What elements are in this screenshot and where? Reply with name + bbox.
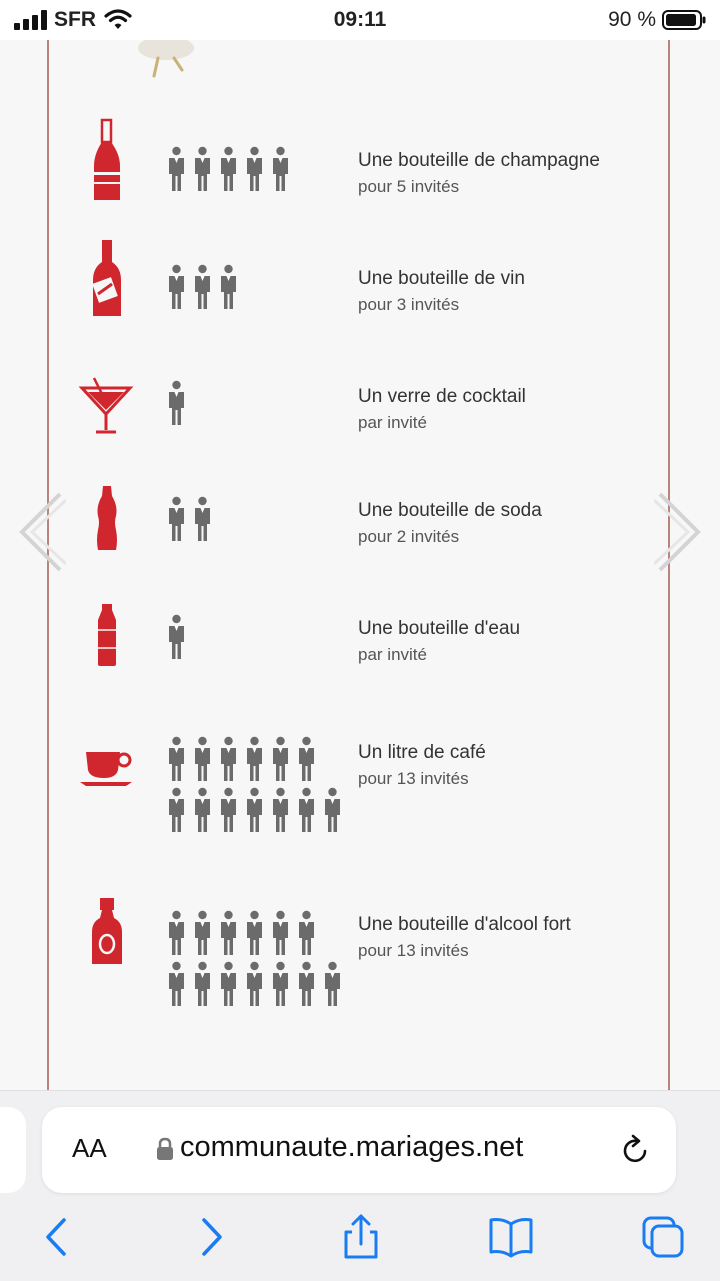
guest-icon [218,961,239,1007]
item-subtitle: pour 13 invités [358,769,469,788]
reload-icon[interactable] [618,1133,652,1167]
guest-icon [296,736,317,782]
water-bottle-icon [78,604,136,668]
carousel-next-icon[interactable] [654,490,702,574]
item-title: Une bouteille d'alcool fort [358,914,571,935]
guest-icon [218,787,239,833]
guest-icon [166,961,187,1007]
guest-icon [166,146,187,192]
guest-icon [166,787,187,833]
guest-icon [244,787,265,833]
carrier-name: SFR [54,8,96,31]
item-subtitle: pour 2 invités [358,527,460,546]
item-subtitle: pour 13 invités [358,941,469,960]
item-label [358,740,486,792]
guest-row [166,496,346,542]
liquor-bottle-icon [78,898,136,968]
item-subtitle: pour 5 invités [358,177,460,196]
guest-group [166,496,346,547]
item-title: Une bouteille de vin [358,268,525,289]
guest-row [166,787,346,833]
guest-icon [218,736,239,782]
guest-icon [166,910,187,956]
guest-icon [192,910,213,956]
guest-icon [270,787,291,833]
guest-icon [166,264,187,310]
guest-icon [192,496,213,542]
guest-group [166,264,346,315]
battery-icon [662,10,706,30]
guest-group [166,380,346,431]
item-title: Un verre de cocktail [358,386,526,407]
guest-icon [296,961,317,1007]
guest-icon [296,910,317,956]
guest-group [166,146,346,197]
tabs-icon[interactable] [640,1214,686,1260]
clock: 09:11 [333,8,387,31]
item-label [358,384,526,436]
coffee-cup-icon [78,748,136,788]
item-subtitle: pour 3 invités [358,295,460,314]
item-label [358,912,571,964]
item-label [358,266,525,318]
guest-icon [244,910,265,956]
url-text[interactable]: communaute.mariages.net [180,1131,524,1163]
guest-row [166,146,346,192]
guest-icon [218,146,239,192]
guest-icon [296,787,317,833]
address-bar[interactable] [42,1107,676,1193]
guest-icon [218,264,239,310]
item-title: Une bouteille de soda [358,500,542,521]
guest-icon [166,736,187,782]
share-icon[interactable] [338,1214,384,1260]
guest-icon [270,961,291,1007]
guest-icon [218,910,239,956]
guest-icon [244,961,265,1007]
item-label [358,616,520,668]
status-bar [0,0,720,41]
item-subtitle: par invité [358,645,427,664]
champagne-bottle-icon [78,118,136,204]
text-size-button[interactable]: AA [72,1133,107,1163]
guest-icon [192,264,213,310]
item-label [358,498,542,550]
guest-icon [322,961,343,1007]
guest-row [166,961,346,1007]
guest-row [166,380,346,426]
guest-row [166,264,346,310]
guest-row [166,736,346,782]
lock-icon [156,1137,174,1161]
web-content [0,40,720,1090]
guest-icon [166,496,187,542]
cocktail-glass-icon [78,376,136,436]
guest-icon [166,614,187,660]
guest-icon [270,146,291,192]
guest-icon [192,736,213,782]
guest-icon [192,961,213,1007]
guest-icon [192,787,213,833]
guest-icon [192,146,213,192]
item-title: Un litre de café [358,742,486,763]
item-title: Une bouteille d'eau [358,618,521,639]
guest-icon [166,380,187,426]
forward-icon[interactable] [188,1214,234,1260]
guest-icon [322,787,343,833]
guest-row [166,614,346,660]
guest-group [166,736,346,838]
guest-group [166,614,346,665]
guest-icon [270,910,291,956]
back-icon[interactable] [34,1214,80,1260]
battery-percentage: 90 % [608,8,656,31]
guest-icon [244,146,265,192]
item-subtitle: par invité [358,413,427,432]
wine-bottle-icon [78,240,136,320]
bookmarks-icon[interactable] [488,1214,534,1260]
previous-tab-preview[interactable] [0,1107,26,1193]
carousel-prev-icon[interactable] [18,490,66,574]
item-label [358,148,600,200]
guest-icon [244,736,265,782]
soda-bottle-icon [78,486,136,552]
guest-icon [270,736,291,782]
guest-row [166,910,346,956]
decorative-ornament-icon [134,40,204,82]
item-title: Une bouteille de champagne [358,150,600,171]
guest-group [166,910,346,1012]
